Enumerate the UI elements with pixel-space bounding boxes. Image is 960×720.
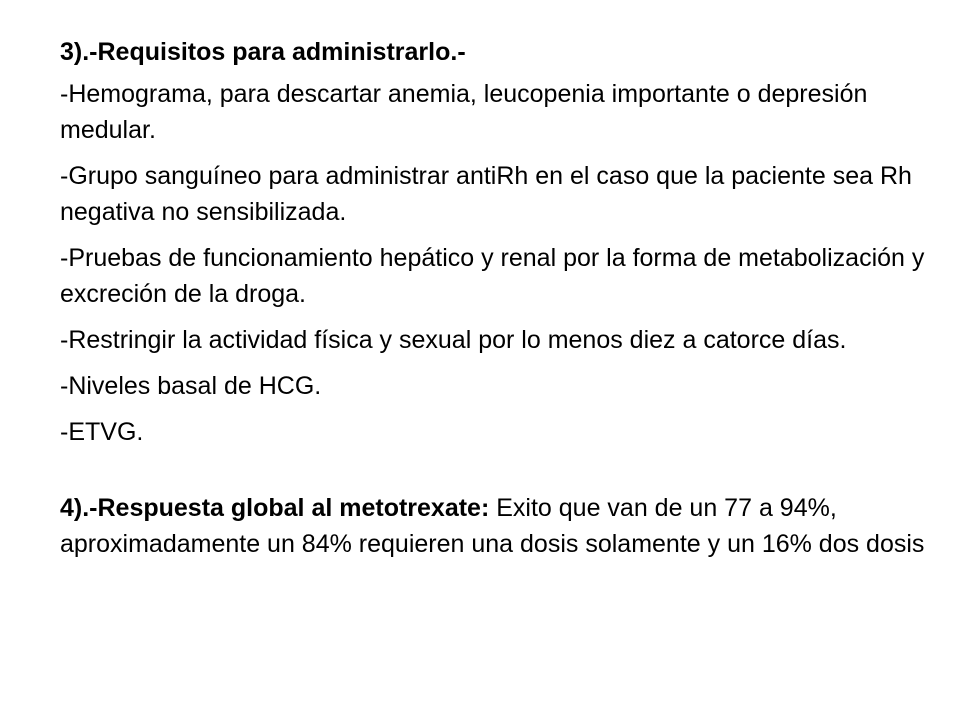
requirement-hcg-levels: -Niveles basal de HCG. [60,372,322,400]
requirement-activity-restriction: -Restringir la actividad física y sexual por lo menos diez a catorce días. [60,326,847,354]
requirement-etvg: -ETVG. [60,418,144,446]
requirement-blood-group: -Grupo sanguíneo para administrar antiRh en el caso que la paciente sea Rh negativa no sensibilizada. [60,162,912,226]
slide-content [60,34,930,562]
section-4-heading: 4).-Respuesta global al metotrexate: [60,494,490,522]
requirement-hemograma: -Hemograma, para descartar anemia, leucopenia importante o depresión medular. [60,80,868,144]
requirement-liver-kidney-tests: -Pruebas de funcionamiento hepático y renal por la forma de metabolización y excreción de la droga. [60,244,925,308]
section-3-heading: 3).-Requisitos para administrarlo.- [60,38,466,66]
section-4-paragraph [60,490,930,562]
section-4-body: Exito que van de un 77 a 94%, aproximadamente un 84% requieren una dosis solamente y un 16% dos dosis [60,494,925,558]
